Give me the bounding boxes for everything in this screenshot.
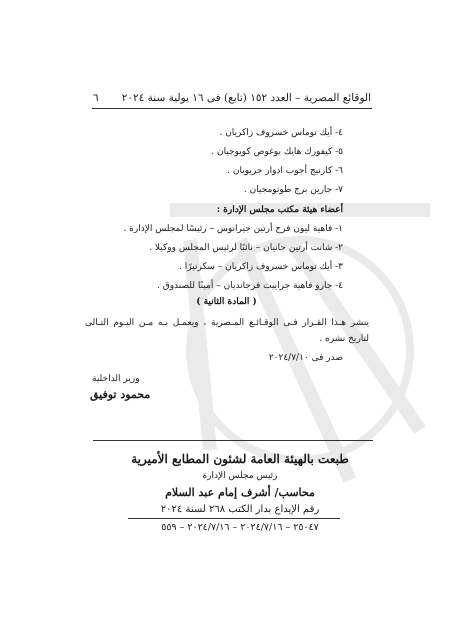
article-heading: ( المادة الثانية )	[196, 297, 257, 307]
issued-date: صدر فى ٢٠٢٤/٧/١٠	[268, 353, 343, 363]
signature-name: محمود توفيق	[90, 388, 151, 401]
footer-chair-name: محاسب/ أشرف إمام عبد السلام	[165, 486, 315, 499]
list-item: ٤- جارو فاهية جراييت فرجانديان – أمينًا للصندوق .	[157, 281, 343, 291]
list-item: ٦- كارنيج أجوب ادوار جريويان .	[227, 166, 343, 176]
list-item: ٧- جارين برج طوتومجيان .	[243, 185, 343, 195]
footer-code: ٢٥٠٤٧ – ٢٠٢٤/٧/١٦ – ٢٠٢٤/٧/١٦ – ٥٥٩	[161, 522, 319, 533]
list-item: ٤- أيك توماس خسروف زاكريان .	[219, 128, 343, 138]
footer-rule-top	[93, 440, 373, 441]
list-item: ٢- شانت أرتين جانيان – نائبًا لرئيس المجلس ووكيلا .	[149, 243, 343, 253]
list-item: ٣- أيك توماس خسروف زاكريان – سكرتيرًا .	[179, 262, 343, 272]
article-text-cont: لتاريخ نشره .	[319, 334, 369, 344]
signature-title: وزير الداخلية	[92, 374, 140, 384]
list-item: ١- فاهية ليون فرج أرتين جيرانوس – رئيسًا لمجلس الإدارة .	[123, 224, 343, 234]
page-number: ٦	[93, 92, 99, 104]
office-heading: أعضاء هيئة مكتب مجلس الإدارة :	[216, 205, 343, 215]
footer-deposit: رقم الإيداع بدار الكتب ٢٦٨ لسنة ٢٠٢٤	[160, 504, 320, 515]
article-text: ينشر هـذا القـرار فـى الوقـائـع المـصرية ، ويعمـل بـه مـن اليـوم التـالى	[85, 318, 369, 328]
list-item: ٥- كيفورك هايك بوغوص كويوجيان .	[211, 147, 343, 157]
header-rule	[92, 108, 372, 109]
header-title: الوقائع المصرية – العدد ١٥٢ (تابع) فى ١٦ يولية سنة ٢٠٢٤	[121, 92, 371, 104]
footer-chair-label: رئيس مجلس الإدارة	[202, 471, 278, 481]
footer-printed-by: طبعت بالهيئة العامة لشئون المطابع الأميرية	[131, 452, 349, 466]
footer-rule-mid	[128, 518, 340, 519]
